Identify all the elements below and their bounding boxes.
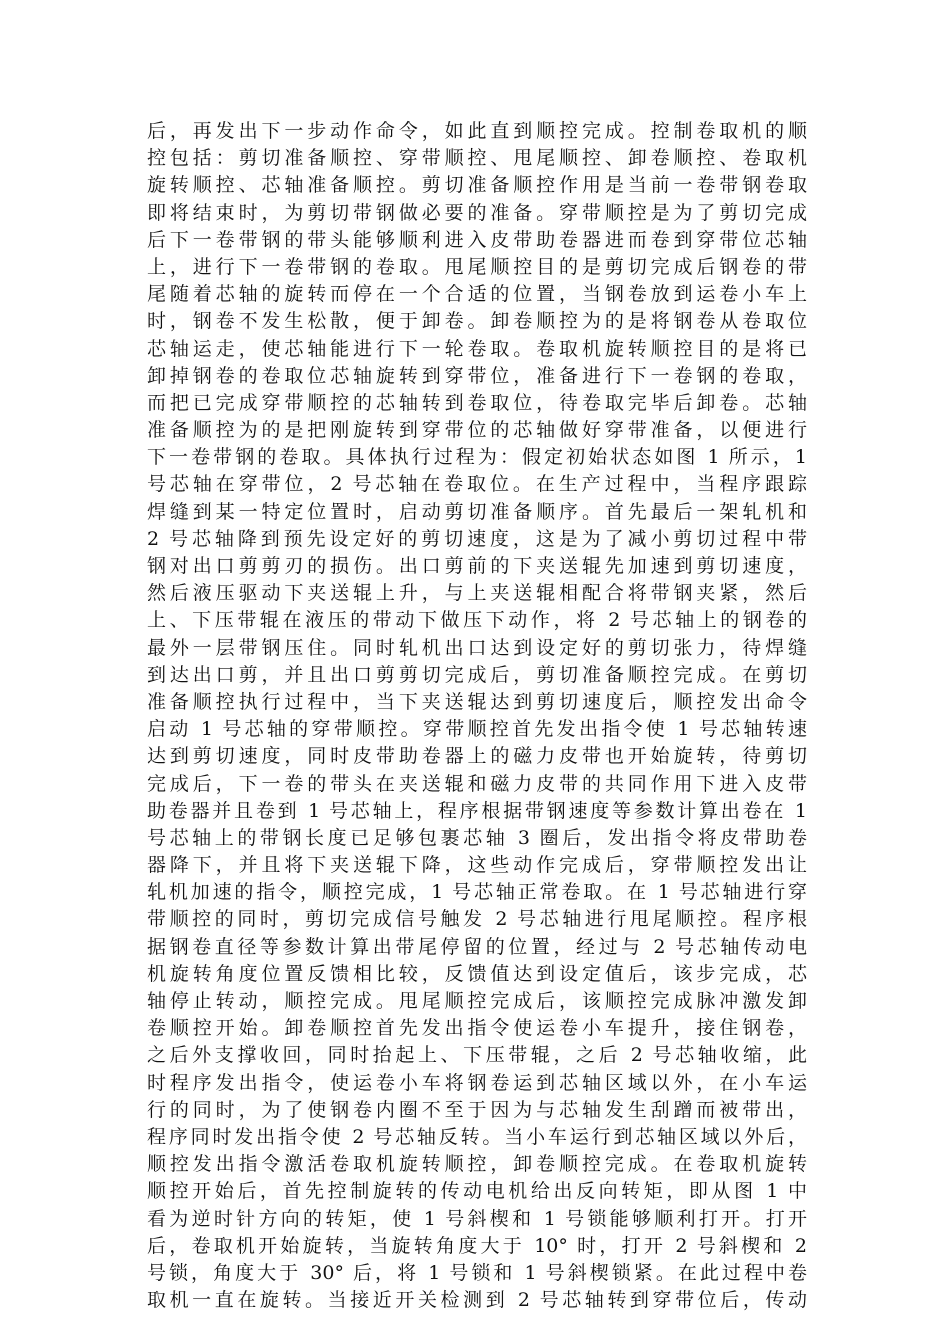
text-line: 启动 1 号芯轴的穿带顺控。穿带顺控首先发出指令使 1 号芯轴转速 (147, 718, 807, 741)
text-line: 而把已完成穿带顺控的芯轴转到卷取位，待卷取完毕后卸卷。芯轴 (147, 391, 807, 414)
text-line: 助卷器并且卷到 1 号芯轴上，程序根据带钢速度等参数计算出卷在 1 (147, 799, 807, 822)
text-line: 行的同时，为了使钢卷内圈不至于因为与芯轴发生刮蹭而被带出， (147, 1098, 807, 1121)
text-line: 据钢卷直径等参数计算出带尾停留的位置，经过与 2 号芯轴传动电 (147, 935, 807, 958)
text-line: 程序同时发出指令使 2 号芯轴反转。当小车运行到芯轴区域以外后， (147, 1125, 807, 1148)
text-line: 机旋转角度位置反馈相比较，反馈值达到设定值后，该步完成，芯 (147, 962, 807, 985)
text-line: 准备顺控执行过程中，当下夹送辊达到剪切速度后，顺控发出命令 (147, 690, 807, 713)
text-line: 卷顺控开始。卸卷顺控首先发出指令使运卷小车提升，接住钢卷， (147, 1017, 807, 1040)
text-line: 准备顺控为的是把刚旋转到穿带位的芯轴做好穿带准备，以便进行 (147, 419, 807, 442)
text-line: 钢对出口剪剪刃的损伤。出口剪前的下夹送辊先加速到剪切速度， (147, 555, 807, 577)
text-line: 2 号芯轴降到预先设定好的剪切速度，这是为了减小剪切过程中带 (147, 527, 807, 550)
text-line: 取机一直在旋转。当接近开关检测到 2 号芯轴转到穿带位后，传动 (147, 1289, 807, 1312)
text-line: 下一卷带钢的卷取。具体执行过程为：假定初始状态如图 1 所示，1 (147, 446, 807, 469)
text-line: 之后外支撑收回，同时抬起上、下压带辊，之后 2 号芯轴收缩，此 (147, 1044, 807, 1067)
text-line: 然后液压驱动下夹送辊上升，与上夹送辊相配合将带钢夹紧，然后 (147, 582, 807, 605)
text-line: 后，卷取机开始旋转，当旋转角度大于 10° 时，打开 2 号斜楔和 2 (147, 1234, 807, 1257)
text-line: 带顺控的同时，剪切完成信号触发 2 号芯轴进行甩尾顺控。程序根 (147, 908, 807, 931)
text-line: 后，再发出下一步动作命令，如此直到顺控完成。控制卷取机的顺 (147, 120, 807, 142)
text-line: 顺控发出指令激活卷取机旋转顺控，卸卷顺控完成。在卷取机旋转 (147, 1153, 807, 1176)
text-line: 号芯轴上的带钢长度已足够包裹芯轴 3 圈后，发出指令将皮带助卷 (147, 826, 807, 849)
text-line: 后下一卷带钢的带头能够顺利进入皮带助卷器进而卷到穿带位芯轴 (147, 228, 807, 251)
text-line: 上、下压带辊在液压的带动下做压下动作，将 2 号芯轴上的钢卷的 (147, 609, 807, 632)
text-line: 器降下，并且将下夹送辊下降，这些动作完成后，穿带顺控发出让 (147, 854, 807, 877)
text-line: 到达出口剪，并且出口剪剪切完成后，剪切准备顺控完成。在剪切 (147, 663, 807, 686)
body-text (147, 118, 807, 1314)
text-line: 焊缝到某一特定位置时，启动剪切准备顺序。首先最后一架轧机和 (147, 500, 807, 523)
text-line: 上，进行下一卷带钢的卷取。甩尾顺控目的是剪切完成后钢卷的带 (147, 255, 807, 278)
text-line: 最外一层带钢压住。同时轧机出口达到设定好的剪切张力，待焊缝 (147, 636, 807, 659)
text-line: 号锁，角度大于 30° 后，将 1 号锁和 1 号斜楔锁紧。在此过程中卷 (147, 1261, 807, 1284)
text-line: 轴停止转动，顺控完成。甩尾顺控完成后，该顺控完成脉冲激发卸 (147, 990, 807, 1012)
text-line: 达到剪切速度，同时皮带助卷器上的磁力皮带也开始旋转，待剪切 (147, 745, 807, 768)
text-line: 完成后，下一卷的带头在夹送辊和磁力皮带的共同作用下进入皮带 (147, 772, 807, 795)
text-line: 顺控开始后，首先控制旋转的传动电机给出反向转矩，即从图 1 中 (147, 1180, 807, 1203)
text-line: 尾随着芯轴的旋转而停在一个合适的位置，当钢卷放到运卷小车上 (147, 283, 807, 306)
text-line: 时程序发出指令，使运卷小车将钢卷运到芯轴区域以外，在小车运 (147, 1071, 807, 1094)
text-line: 轧机加速的指令，顺控完成，1 号芯轴正常卷取。在 1 号芯轴进行穿 (147, 881, 807, 904)
text-line: 看为逆时针方向的转矩，使 1 号斜楔和 1 号锁能够顺利打开。打开 (147, 1207, 807, 1230)
text-line: 号芯轴在穿带位，2 号芯轴在卷取位。在生产过程中，当程序跟踪 (147, 473, 807, 496)
text-line: 芯轴运走，使芯轴能进行下一轮卷取。卷取机旋转顺控目的是将已 (147, 337, 807, 360)
text-line: 旋转顺控、芯轴准备顺控。剪切准备顺控作用是当前一卷带钢卷取 (147, 174, 807, 197)
text-line: 控包括：剪切准备顺控、穿带顺控、甩尾顺控、卸卷顺控、卷取机 (147, 147, 807, 170)
text-line: 卸掉钢卷的卷取位芯轴旋转到穿带位，准备进行下一卷钢的卷取， (147, 364, 807, 387)
text-line: 时，钢卷不发生松散，便于卸卷。卸卷顺控为的是将钢卷从卷取位 (147, 310, 807, 333)
text-line: 即将结束时，为剪切带钢做必要的准备。穿带顺控是为了剪切完成 (147, 201, 807, 224)
